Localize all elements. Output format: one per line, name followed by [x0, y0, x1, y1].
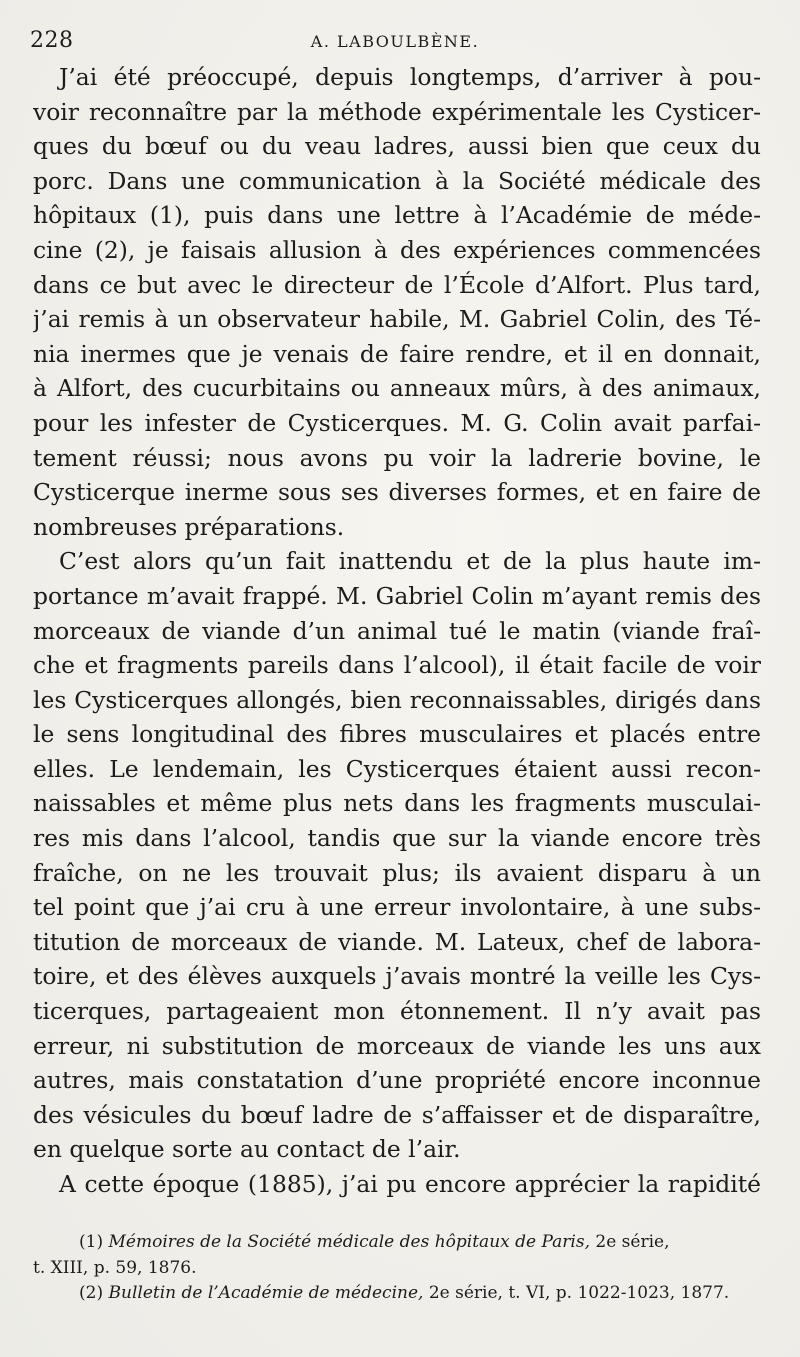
text-line: des vésicules du bœuf ladre de s’affaisser et de disparaître, [33, 1100, 761, 1129]
page-number: 228 [30, 28, 74, 53]
text-line: j’ai remis à un observateur habile, M. Gabriel Colin, des Té- [33, 305, 761, 334]
text-line: toire, et des élèves auxquels j’avais montré la veille les Cys- [33, 962, 761, 991]
text-line: erreur, ni substitution de morceaux de viande les uns aux [33, 1031, 761, 1060]
text-line: nombreuses préparations. [33, 512, 345, 541]
text-line: porc. Dans une communication à la Société médicale des [33, 166, 761, 195]
text-line: le sens longitudinal des fibres musculaires et placés entre [33, 720, 761, 749]
text-line: J’ai été préoccupé, depuis longtemps, d’arriver à pou- [59, 63, 761, 91]
text-line: cine (2), je faisais allusion à des expériences commencées [33, 235, 761, 264]
text-line: tement réussi; nous avons pu voir la ladrerie bovine, le [33, 443, 761, 472]
text-line: ques du bœuf ou du veau ladres, aussi bien que ceux du [33, 132, 761, 161]
footnote-marker: (1) [79, 1232, 104, 1252]
text-line: C’est alors qu’un fait inattendu et de la plus haute im- [59, 547, 761, 576]
text-line: morceaux de viande d’un animal tué le matin (viande fraî- [33, 616, 761, 645]
text-line: nia inermes que je venais de faire rendre, et il en donnait, [33, 339, 761, 368]
text-line: che et fragments pareils dans l’alcool), il était facile de voir [33, 651, 761, 680]
text-line: les Cysticerques allongés, bien reconnaissables, dirigés dans [33, 685, 761, 714]
text-line: portance m’avait frappé. M. Gabriel Colin m’ayant remis des [33, 581, 761, 610]
text-line: Cysticerque inerme sous ses diverses formes, et en faire de [33, 478, 761, 507]
footnote-1-continued: t. XIII, p. 59, 1876. [33, 1257, 197, 1278]
text-line: A cette époque (1885), j’ai pu encore apprécier la rapidité [59, 1170, 761, 1198]
text-line: tel point que j’ai cru à une erreur involontaire, à une subs- [33, 893, 761, 922]
footnote-detail: 2e série, t. VI, p. 1022-1023, 1877. [428, 1283, 730, 1303]
text-line: titution de morceaux de viande. M. Lateux, chef de labora- [33, 927, 761, 956]
footnote-title: Mémoires de la Société médicale des hôpitaux de Paris, [108, 1232, 590, 1252]
text-line: ticerques, partageaient mon étonnement. Il n’y avait pas [33, 997, 761, 1026]
text-line: dans ce but avec le directeur de l’École d’Alfort. Plus tard, [33, 270, 761, 299]
footnote-title: Bulletin de l’Académie de médecine, [108, 1283, 424, 1303]
text-line: voir reconnaître par la méthode expérimentale les Cysticer- [33, 97, 761, 126]
footnotes [33, 1230, 778, 1307]
body-text [33, 60, 761, 1202]
text-line: hôpitaux (1), puis dans une lettre à l’Académie de méde- [33, 201, 761, 230]
text-line: à Alfort, des cucurbitains ou anneaux mûrs, à des animaux, [33, 374, 761, 403]
footnote-2 [33, 1281, 778, 1307]
text-line: elles. Le lendemain, les Cysticerques étaient aussi recon- [33, 754, 761, 783]
text-line: fraîche, on ne les trouvait plus; ils avaient disparu à un [33, 858, 761, 887]
page-header [30, 28, 760, 62]
footnote-marker: (2) [79, 1283, 104, 1303]
footnote-detail: 2e série, [595, 1232, 670, 1252]
text-line: autres, mais constatation d’une propriété encore inconnue [33, 1066, 761, 1095]
text-line: res mis dans l’alcool, tandis que sur la viande encore très [33, 824, 761, 853]
running-head: A. LABOULBÈNE. [310, 32, 480, 51]
text-line: pour les infester de Cysticerques. M. G. Colin avait parfai- [33, 408, 761, 437]
text-line: naissables et même plus nets dans les fragments musculai- [33, 789, 761, 818]
text-line: en quelque sorte au contact de l’air. [33, 1135, 461, 1164]
footnote-1 [33, 1230, 778, 1256]
